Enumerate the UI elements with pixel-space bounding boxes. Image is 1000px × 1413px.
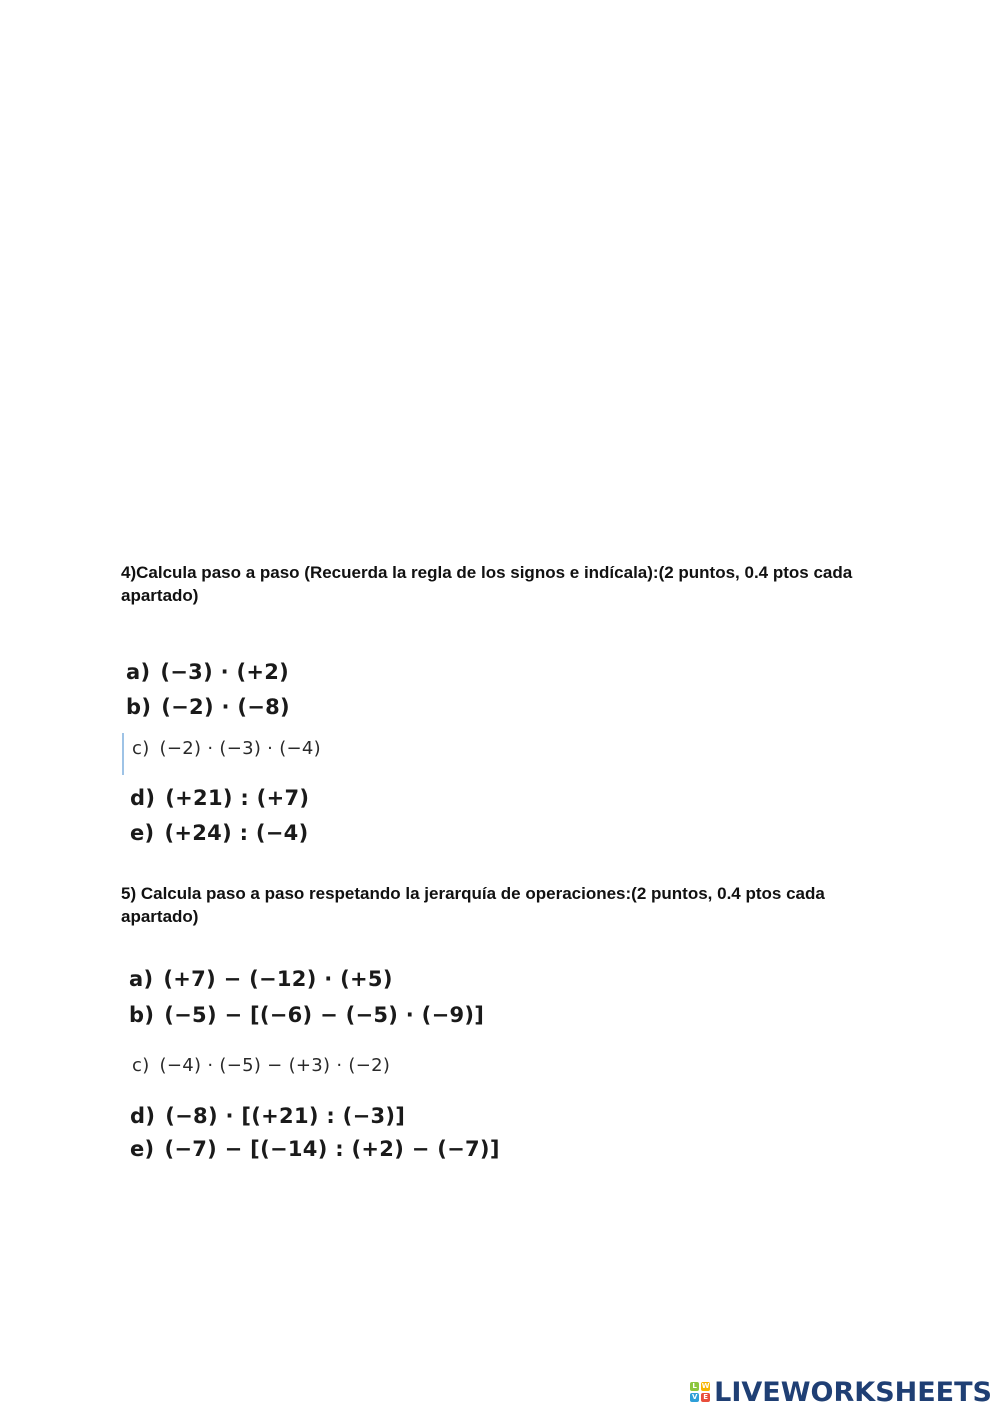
question-5-item-d — [130, 1104, 405, 1128]
question-5-item-e — [130, 1137, 500, 1161]
question-4-item-a — [126, 660, 289, 684]
logo-mark-cell: L — [690, 1382, 699, 1391]
item-label: a) — [126, 660, 151, 684]
item-label: c) — [132, 738, 150, 759]
question-4-item-d — [130, 786, 309, 810]
item-expression: (+21) : (+7) — [165, 786, 310, 810]
question-5-item-b — [129, 1003, 484, 1027]
question-5-item-c — [132, 1055, 390, 1076]
liveworksheets-logo[interactable] — [690, 1377, 992, 1407]
text-cursor-bar — [122, 733, 124, 775]
question-4-item-e — [130, 821, 309, 845]
item-expression: (−8) · [(+21) : (−3)] — [165, 1104, 406, 1128]
item-label: a) — [129, 967, 154, 991]
question-5-item-a — [129, 967, 393, 991]
logo-mark-cell: E — [701, 1393, 710, 1402]
item-label: b) — [126, 695, 152, 719]
question-4-item-b — [126, 695, 290, 719]
item-expression: (−4) · (−5) − (+3) · (−2) — [159, 1055, 391, 1076]
item-label: e) — [130, 821, 155, 845]
item-expression: (−2) · (−8) — [161, 695, 290, 719]
item-label: d) — [130, 1104, 156, 1128]
logo-mark-cell: W — [701, 1382, 710, 1390]
item-expression: (+7) − (−12) · (+5) — [163, 967, 393, 991]
item-expression: (−5) − [(−6) − (−5) · (−9)] — [164, 1003, 485, 1027]
item-label: b) — [129, 1003, 155, 1027]
question-4-title: 4)Calcula paso a paso (Recuerda la regla de los signos e indícala):(2 puntos, 0.4 ptos cada apartado) — [121, 563, 853, 605]
logo-text: LIVEWORKSHEETS — [714, 1376, 992, 1408]
question-5-title: 5) Calcula paso a paso respetando la jerarquía de operaciones:(2 puntos, 0.4 ptos cada apartado) — [121, 884, 825, 926]
logo-mark-icon — [690, 1382, 710, 1402]
item-expression: (−3) · (+2) — [160, 660, 290, 684]
item-label: c) — [132, 1055, 150, 1076]
item-label: e) — [130, 1137, 155, 1161]
logo-mark-cell: V — [691, 1393, 698, 1401]
item-expression: (+24) : (−4) — [164, 821, 309, 845]
question-4-item-c — [132, 738, 321, 759]
item-expression: (−7) − [(−14) : (+2) − (−7)] — [164, 1137, 500, 1161]
item-label: d) — [130, 786, 156, 810]
item-expression: (−2) · (−3) · (−4) — [159, 738, 321, 759]
